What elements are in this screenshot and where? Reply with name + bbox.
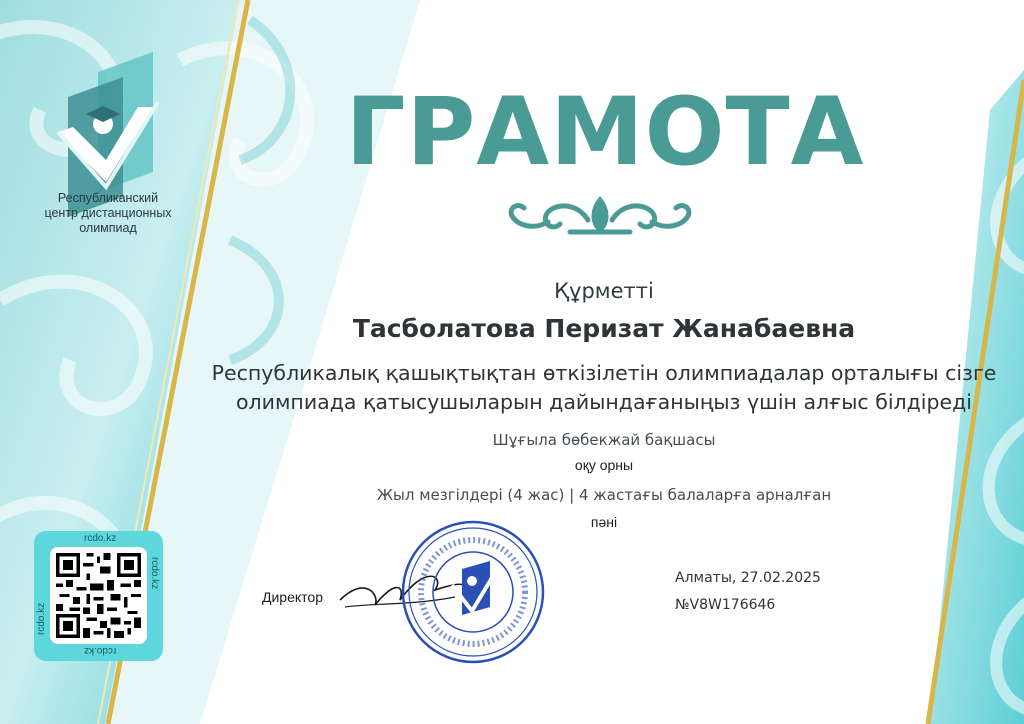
city-date: Алматы, 27.02.2025: [675, 570, 821, 586]
certificate-title: ГРАМОТА: [345, 78, 865, 187]
ornament-icon: [500, 192, 700, 238]
logo-caption: [18, 191, 198, 236]
subject: Жыл мезгілдері (4 жас) | 4 жастағы балаларға арналған: [376, 486, 832, 504]
greeting: Құрметті: [554, 279, 654, 303]
institution-label: оқу орны: [574, 457, 634, 473]
qr-site-top: rcdo.kz: [84, 533, 117, 544]
qr-site-bottom: rcdo.kz: [84, 645, 117, 656]
message: [190, 359, 1018, 417]
recipient-name: Тасболатова Перизат Жанабаевна: [352, 314, 856, 343]
official-stamp: [400, 519, 546, 665]
qr-card: [34, 531, 163, 661]
qr-site-right: rcdo.kz: [149, 557, 160, 590]
qr-site-left: rcdo.kz: [36, 602, 47, 635]
subject-label: пәні: [590, 514, 618, 530]
message-line-2: олимпиада қатысушыларын дайындағаныңыз үшін алғыс білдіреді: [235, 390, 972, 414]
logo-line-3: олимпиад: [79, 221, 137, 235]
institution: Шұғыла бөбекжай бақшасы: [492, 431, 716, 449]
logo-line-2: центр дистанционных: [44, 206, 172, 220]
director-label: Директор: [262, 589, 323, 605]
logo-line-1: Республиканский: [57, 191, 159, 205]
message-line-1: Республикалық қашықтықтан өткізілетін олимпиадалар орталығы сізге: [211, 361, 997, 385]
qr-code-icon[interactable]: [56, 553, 141, 638]
certificate-number: №V8W176646: [675, 597, 776, 613]
